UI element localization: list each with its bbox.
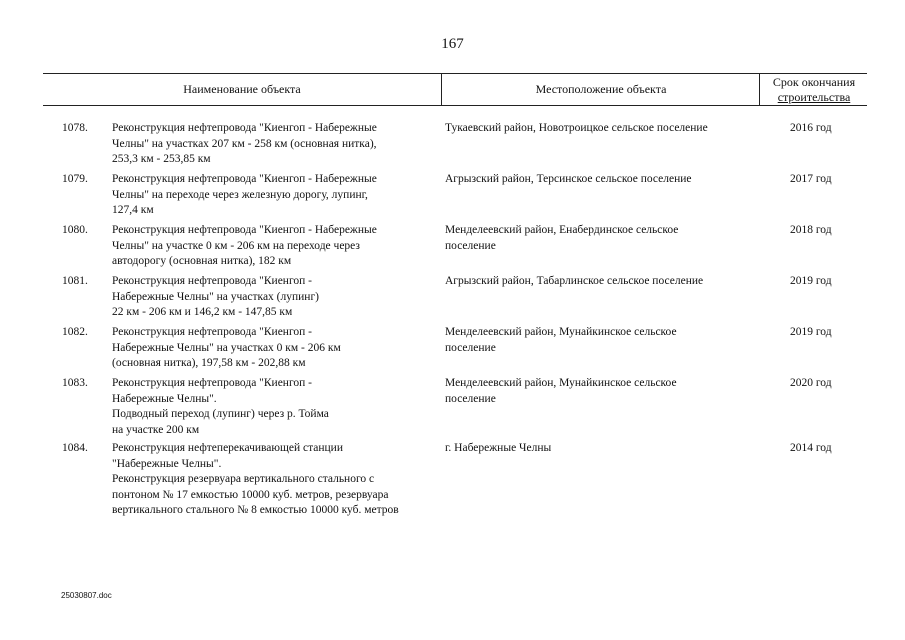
object-name — [112, 376, 442, 438]
completion-year: 2018 год — [790, 224, 832, 236]
page-number: 167 — [441, 36, 464, 52]
object-location — [445, 376, 715, 407]
object-name-line: автодорогу (основная нитка), 182 км — [112, 255, 292, 267]
object-name-line: (основная нитка), 197,58 км - 202,88 км — [112, 357, 306, 369]
object-location — [445, 441, 715, 457]
object-location — [445, 121, 715, 137]
row-number: 1078. — [62, 122, 88, 134]
object-name-line: Челны" на переходе через железную дорогу, лупинг, — [112, 188, 368, 201]
object-name-line: вертикального стального № 8 емкостью 10000 куб. метров — [112, 504, 399, 516]
completion-year: 2019 год — [790, 275, 832, 287]
object-name-line: Реконструкция нефтепровода "Киенгоп - — [112, 377, 312, 389]
object-name-line: Реконструкция нефтепровода "Киенгоп - Набережные — [112, 173, 377, 185]
object-name-line: Челны" на участках 207 км - 258 км (основная нитка), — [112, 137, 377, 150]
completion-year: 2017 год — [790, 173, 832, 185]
table-header — [43, 73, 867, 106]
object-name-line: Реконструкция нефтепровода "Киенгоп - Набережные — [112, 122, 377, 134]
object-name-line: Подводный переход (лупинг) через р. Тойма — [112, 408, 329, 420]
object-location-line: Менделеевский район, Енабердинское сельское — [445, 224, 679, 236]
completion-year: 2020 год — [790, 377, 832, 389]
object-name-line: "Набережные Челны". — [112, 457, 222, 470]
row-number: 1083. — [62, 377, 88, 389]
object-name-line: Челны" на участке 0 км - 206 км на переходе через — [112, 239, 360, 252]
object-name-line: Реконструкция нефтепровода "Киенгоп - — [112, 326, 312, 338]
object-name — [112, 325, 442, 372]
header-deadline-line1: Срок окончания — [772, 74, 856, 89]
object-name-line: Реконструкция резервуара вертикального стального с — [112, 473, 375, 485]
completion-year: 2019 год — [790, 326, 832, 338]
object-name-line: Набережные Челны" на участках (лупинг) — [112, 290, 320, 303]
object-location-line: поселение — [445, 239, 496, 252]
object-location-line: Менделеевский район, Мунайкинское сельское — [445, 377, 677, 389]
object-name — [112, 223, 442, 270]
header-deadline-line2: строительства — [777, 89, 851, 104]
object-name-line: на участке 200 км — [112, 423, 200, 436]
completion-year: 2016 год — [790, 122, 832, 134]
object-name-line: 127,4 км — [112, 204, 154, 216]
row-number: 1080. — [62, 224, 88, 236]
object-location-line: Тукаевский район, Новотроицкое сельское поселение — [445, 122, 708, 134]
object-location — [445, 172, 715, 188]
header-location-column: Местоположение объекта — [441, 74, 760, 105]
row-number: 1081. — [62, 275, 88, 287]
row-number: 1084. — [62, 442, 88, 454]
completion-year: 2014 год — [790, 442, 832, 454]
object-name-line: Набережные Челны". — [112, 392, 217, 405]
object-name-line: Реконструкция нефтепровода "Киенгоп - — [112, 275, 312, 287]
object-name-line: Реконструкция нефтепровода "Киенгоп - Набережные — [112, 224, 377, 236]
object-name — [112, 441, 442, 519]
object-name-line: 22 км - 206 км и 146,2 км - 147,85 км — [112, 306, 293, 318]
object-name-line: понтоном № 17 емкостью 10000 куб. метров, резервуара — [112, 488, 389, 501]
header-deadline-column — [759, 74, 868, 105]
object-name-line: Набережные Челны" на участках 0 км - 206 км — [112, 341, 341, 354]
document-footer: 25030807.doc — [61, 591, 112, 600]
object-location — [445, 274, 715, 290]
object-location — [445, 223, 715, 254]
object-name-line: 253,3 км - 253,85 км — [112, 153, 211, 165]
object-name-line: Реконструкция нефтеперекачивающей станции — [112, 442, 343, 454]
object-location-line: поселение — [445, 392, 496, 405]
object-name — [112, 121, 442, 168]
object-location-line: г. Набережные Челны — [445, 442, 552, 454]
object-location-line: Агрызский район, Табарлинское сельское поселение — [445, 275, 704, 287]
row-number: 1082. — [62, 326, 88, 338]
object-location-line: Агрызский район, Терсинское сельское поселение — [445, 173, 692, 185]
row-number: 1079. — [62, 173, 88, 185]
object-location-line: поселение — [445, 341, 496, 354]
header-name-column: Наименование объекта — [183, 82, 301, 96]
object-name — [112, 172, 442, 219]
object-location-line: Менделеевский район, Мунайкинское сельское — [445, 326, 677, 338]
object-name — [112, 274, 442, 321]
object-location — [445, 325, 715, 356]
